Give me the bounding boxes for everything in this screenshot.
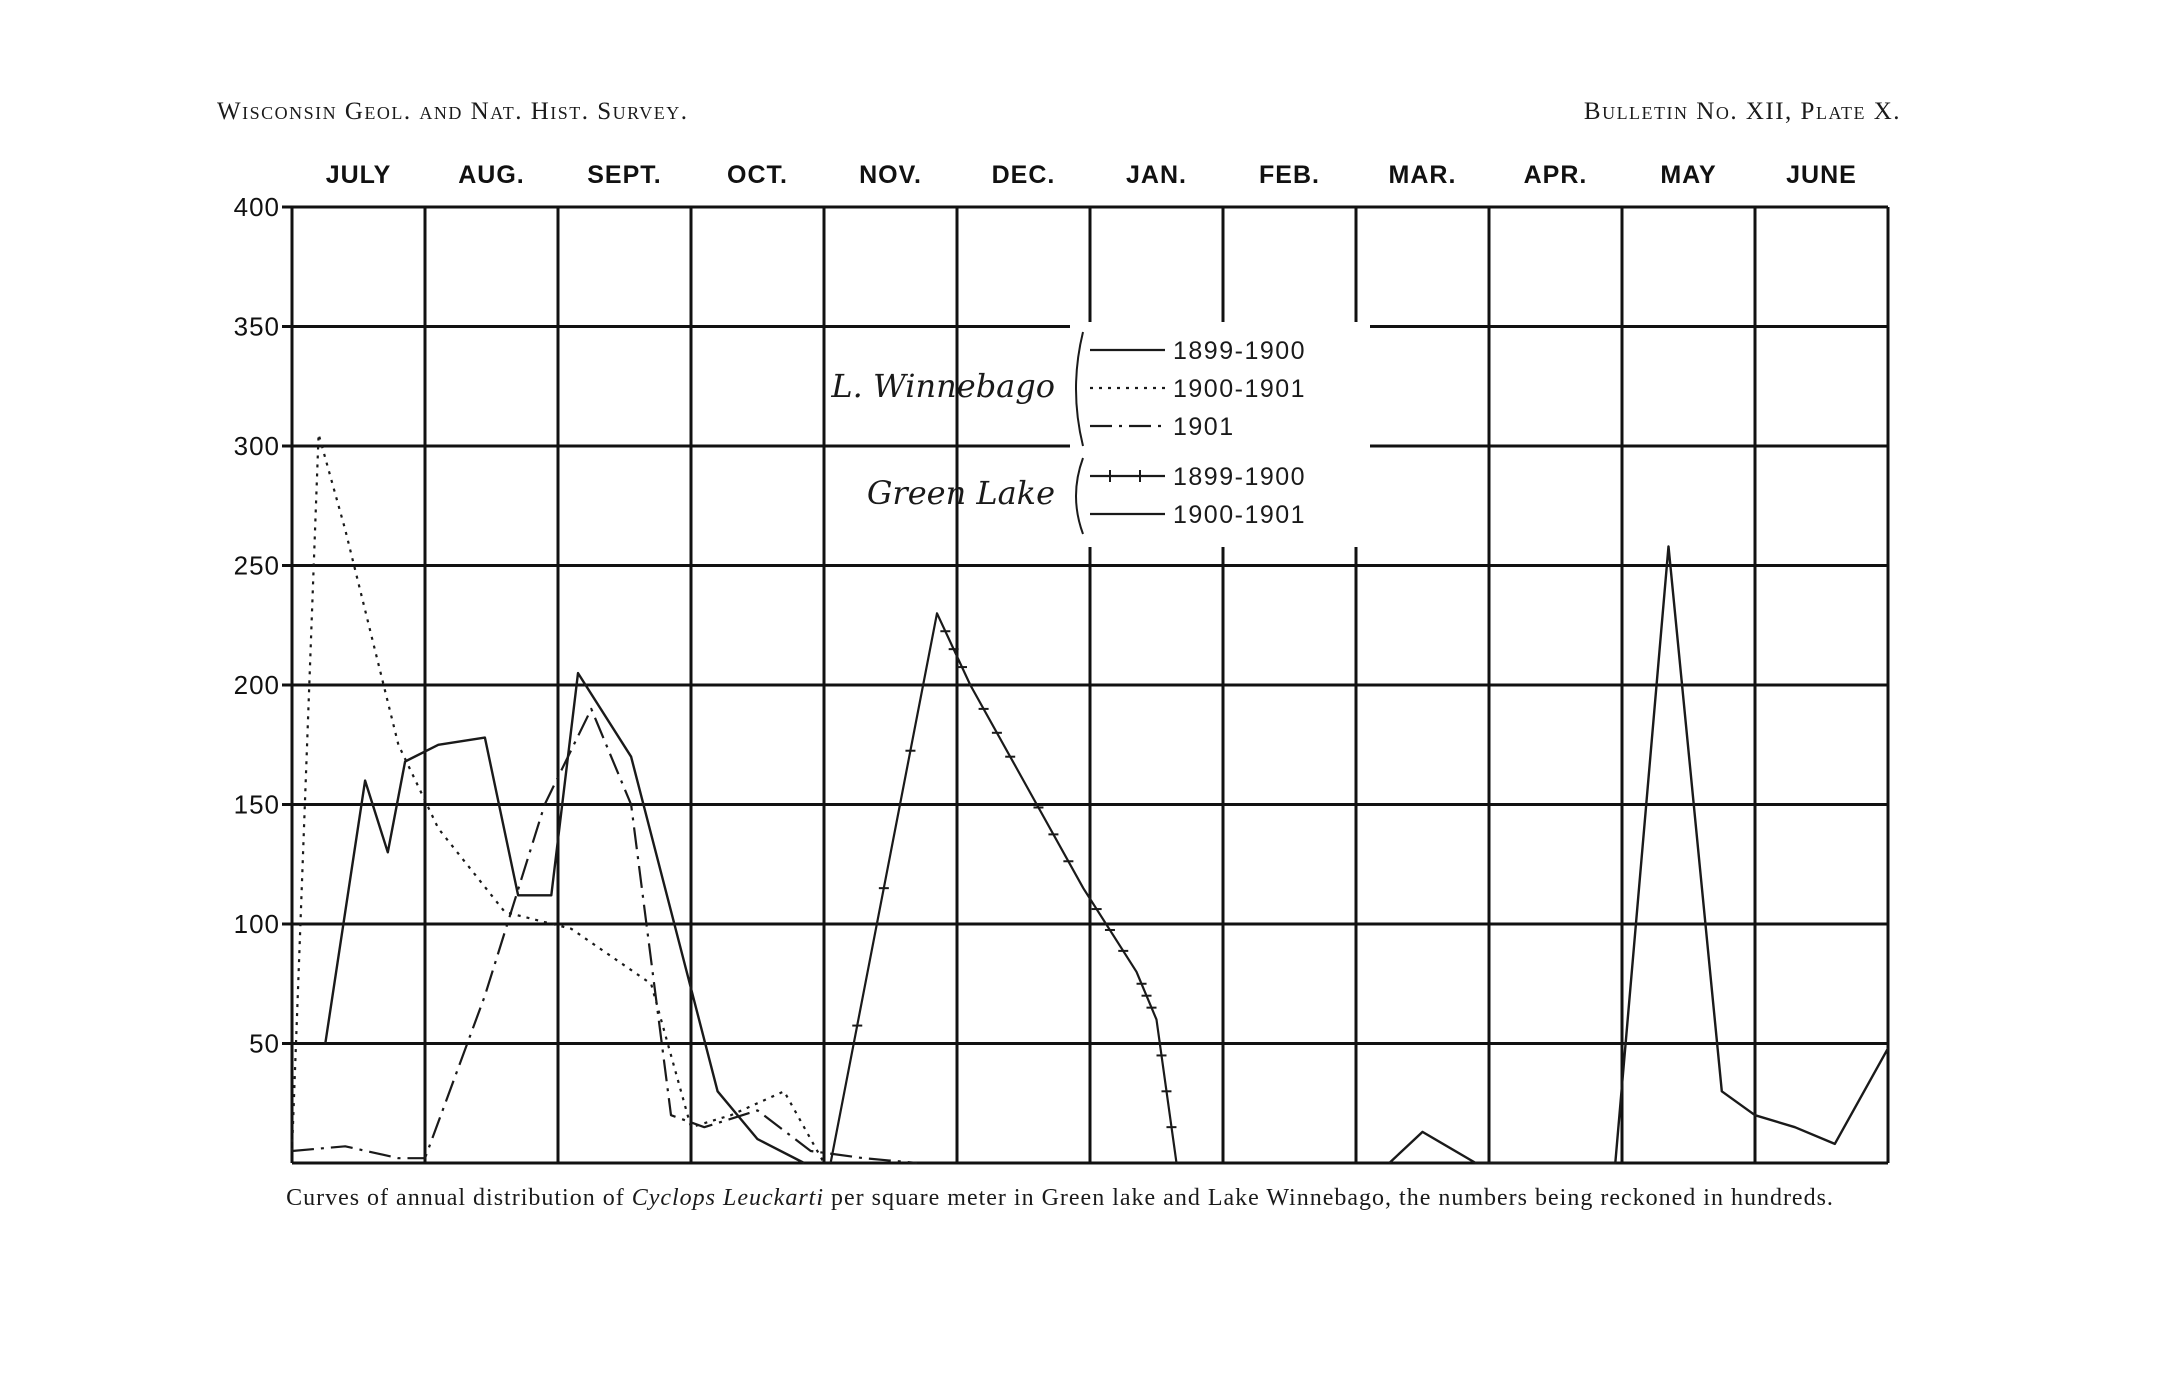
month-label: OCT. <box>727 161 788 189</box>
month-label: JAN. <box>1126 161 1187 189</box>
month-labels <box>326 161 1857 189</box>
caption-text-after: per square meter in Green lake and Lake Winnebago, the numbers being reckoned in hundreds. <box>824 1185 1834 1211</box>
legend <box>830 322 1370 547</box>
figure-caption <box>240 1186 1880 1211</box>
month-label: JUNE <box>1786 161 1857 189</box>
legend-entry-label: 1900-1901 <box>1173 501 1307 529</box>
legend-group-label: Green Lake <box>866 474 1055 512</box>
month-label: SEPT. <box>587 161 662 189</box>
month-label: NOV. <box>859 161 922 189</box>
y-tick-label: 250 <box>233 550 280 581</box>
month-label: MAY <box>1660 161 1717 189</box>
month-label: JULY <box>325 161 392 189</box>
y-tick-label: 50 <box>249 1028 280 1059</box>
legend-entry-label: 1899-1900 <box>1173 463 1307 491</box>
y-tick-label: 100 <box>233 909 280 939</box>
month-label: FEB. <box>1259 161 1320 189</box>
legend-group-label: L. Winnebago <box>831 367 1055 405</box>
month-label: DEC. <box>991 161 1056 189</box>
y-tick-label: 350 <box>233 311 280 342</box>
legend-entry-label: 1901 <box>1173 413 1235 441</box>
legend-entry-label: 1899-1900 <box>1173 337 1307 365</box>
y-tick-label: 400 <box>233 192 280 222</box>
legend-entry-label: 1900-1901 <box>1173 375 1307 403</box>
caption-text-before: Curves of annual distribution of <box>286 1185 632 1211</box>
header-left: Wisconsin Geol. and Nat. Hist. Survey. <box>217 98 689 125</box>
month-label: MAR. <box>1388 161 1457 189</box>
series-line <box>1389 546 1888 1163</box>
month-label: APR. <box>1523 161 1588 189</box>
y-tick-label: 150 <box>233 789 280 820</box>
y-tick-label: 300 <box>233 431 280 461</box>
month-label: AUG. <box>458 161 525 189</box>
header-right: Bulletin No. XII, Plate X. <box>1583 98 1901 125</box>
y-tick-labels <box>234 192 280 1059</box>
caption-species: Cyclops Leuckarti <box>631 1185 824 1211</box>
y-tick-label: 200 <box>233 670 280 700</box>
series-line <box>325 673 804 1163</box>
